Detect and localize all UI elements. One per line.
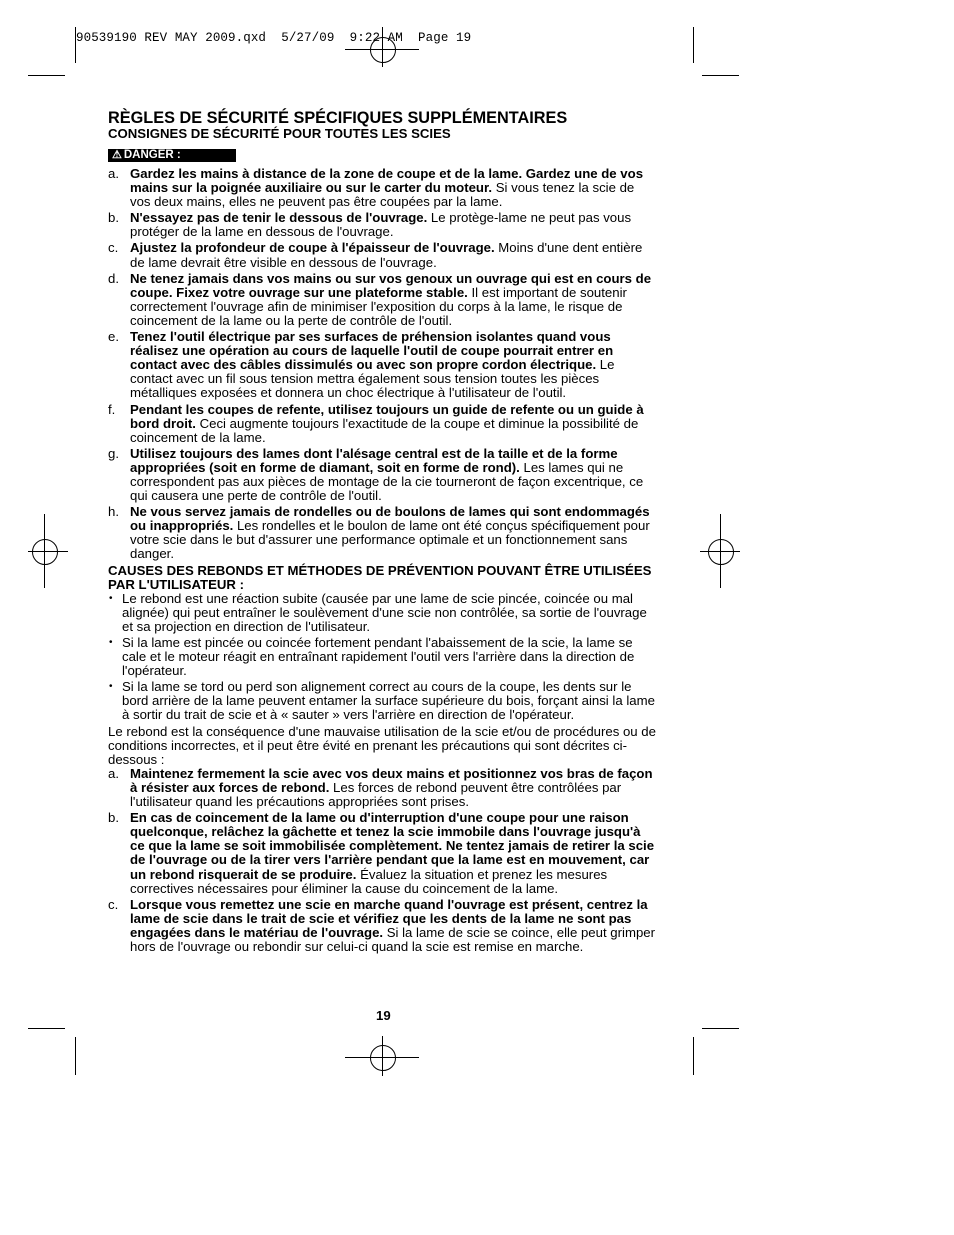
danger-label: DANGER :	[123, 149, 181, 161]
bullet-icon: •	[109, 592, 113, 604]
crop-mark	[28, 75, 65, 76]
list-item: a. Gardez les mains à distance de la zone de coupe et de la lame. Gardez une de vos mains sur la poignée auxiliaire ou sur le carter du moteur. Si vous tenez la scie de vos deux mains, elles ne peuvent pas être coupées par la lame.	[108, 166, 644, 210]
bullet-item: • Le rebond est une réaction subite (causée par une lame de scie pincée, coincée ou mal alignée) qui peut entraîner le soulèvement d'une scie non contrôlée, sa sortie de l'ouvrage et sa projection en direction de l'utilisateur.	[109, 590, 647, 634]
list-item: d. Ne tenez jamais dans vos mains ou sur vos genoux un ouvrage qui est en cours de coupe. Fixez votre ouvrage sur une plateforme stable. Il est important de soutenir correctement l'ouvrage afin de minimiser l'exposition du corps à la lame, le risque de coincement de la lame ou la perte de contrôle de l'outil.	[108, 270, 652, 328]
danger-badge	[108, 149, 236, 162]
kickback-heading: CAUSES DES REBONDS ET MÉTHODES DE PRÉVENTION POUVANT ÊTRE UTILISÉES PAR L'UTILISATEUR :	[108, 562, 652, 592]
crop-mark	[693, 27, 694, 63]
page-content	[108, 109, 656, 956]
registration-mark-circle	[370, 1045, 396, 1071]
list-item: g. Utilisez toujours des lames dont l'alésage central est de la taille et de la forme appropriées (soit en forme de diamant, soit en forme de rond). Les lames qui ne correspondent pas aux pièces de montage de la cie tourneront de façon excentrique, ce qui causera une perte de contrôle de l'outil.	[108, 445, 644, 504]
list-item: h. Ne vous servez jamais de rondelles ou de boulons de lames qui sont endommagés ou inappropriés. Les rondelles et le boulon de lame ont été conçus spécifiquement pour votre scie dans le but d'assurer une performance optimale et un fonctionnement sans danger.	[108, 504, 650, 562]
bullet-icon: •	[109, 637, 113, 648]
safety-list	[108, 167, 656, 562]
crop-mark	[702, 75, 739, 76]
file-slug: 90539190 REV MAY 2009.qxd 5/27/09 9:22 AM Page 19	[76, 31, 472, 45]
crop-mark	[693, 1037, 694, 1075]
bullet-list	[108, 592, 656, 723]
list-item: f. Pendant les coupes de refente, utilisez toujours un guide de refente ou un guide à bord droit. Ceci augmente toujours l'exactitude de la coupe et diminue la possibilité de coincement de la lame.	[108, 401, 644, 445]
intro-paragraph: Le rebond est la conséquence d'une mauvaise utilisation de la scie et/ou de procédures ou de conditions incorrectes, et il peut être évité en prenant les précautions qui sont décrites ci-dessous :	[108, 723, 656, 767]
bullet-icon: •	[109, 681, 113, 693]
bullet-item: • Si la lame est pincée ou coincée fortement pendant l'abaissement de la scie, la lame se cale et le moteur réagit en entraînant rapidement l'outil vers l'arrière dans la direction de l'opérateur.	[109, 635, 635, 679]
page-title: RÈGLES DE SÉCURITÉ SPÉCIFIQUES SUPPLÉMENTAIRES	[108, 109, 568, 127]
warning-triangle-icon: ⚠	[112, 149, 122, 161]
page-number: 19	[376, 1008, 391, 1023]
list-item: e. Tenez l'outil électrique par ses surfaces de préhension isolantes quand vous réalisez une opération au cours de laquelle l'outil de coupe pourrait entrer en contact avec des câbles dissimulés ou avec son propre cordon électrique. Le contact avec un fil sous tension mettra également sous tension toutes les pièces métalliques exposées et donnera un choc électrique à l'utilisateur de l'outil.	[108, 329, 615, 401]
list-item: b. En cas de coincement de la lame ou d'interruption d'une coupe pour une raison quelconque, relâchez la gâchette et tenez la scie immobile dans l'ouvrage jusqu'à ce que la lame se soit immobilisée complètement. Ne tentez jamais de retirer la scie de l'ouvrage ou de la tirer vers l'arrière pendant que la lame est en mouvement, car un rebond risquerait de se produire. Évaluez la situation et prenez les mesures correctives nécessaires pour éliminer la cause du coincement de la lame.	[108, 810, 655, 896]
list-item: c. Lorsque vous remettez une scie en marche quand l'ouvrage est présent, centrez la lame de scie dans le trait de scie et vérifiez que les dents de la lame ne sont pas engagées dans le matériau de l'ouvrage. Si la lame de scie se coince, elle peut grimper hors de l'ouvrage ou rebondir sur celui-ci quand la scie est remise en marche.	[108, 896, 656, 954]
list-item: a. Maintenez fermement la scie avec vos deux mains et positionnez vos bras de façon à résister aux forces de rebond. Les forces de rebond peuvent être contrôlées par l'utilisateur quand les précautions appropriées sont prises.	[108, 765, 653, 810]
registration-mark-circle	[32, 539, 58, 565]
registration-mark-circle	[708, 539, 734, 565]
list-item: b. N'essayez pas de tenir le dessous de l'ouvrage. Le protège-lame ne peut pas vous protéger de la lame en dessous de l'ouvrage.	[108, 210, 632, 240]
list-item: c. Ajustez la profondeur de coupe à l'épaisseur de l'ouvrage. Moins d'une dent entière de lame devrait être visible en dessous de l'ouvrage.	[108, 240, 643, 270]
crop-mark	[702, 1028, 739, 1029]
crop-mark	[75, 1037, 76, 1075]
page-subtitle: CONSIGNES DE SÉCURITÉ POUR TOUTES LES SCIES	[108, 126, 451, 141]
crop-mark	[28, 1028, 65, 1029]
prevention-list	[108, 767, 656, 954]
bullet-item: • Si la lame se tord ou perd son alignement correct au cours de la coupe, les dents sur le bord arrière de la lame peuvent entamer la surface supérieure du bois, forçant ainsi la lame à sortir du trait de scie et à « sauter » vers l'arrière en direction de l'opérateur.	[109, 679, 655, 723]
